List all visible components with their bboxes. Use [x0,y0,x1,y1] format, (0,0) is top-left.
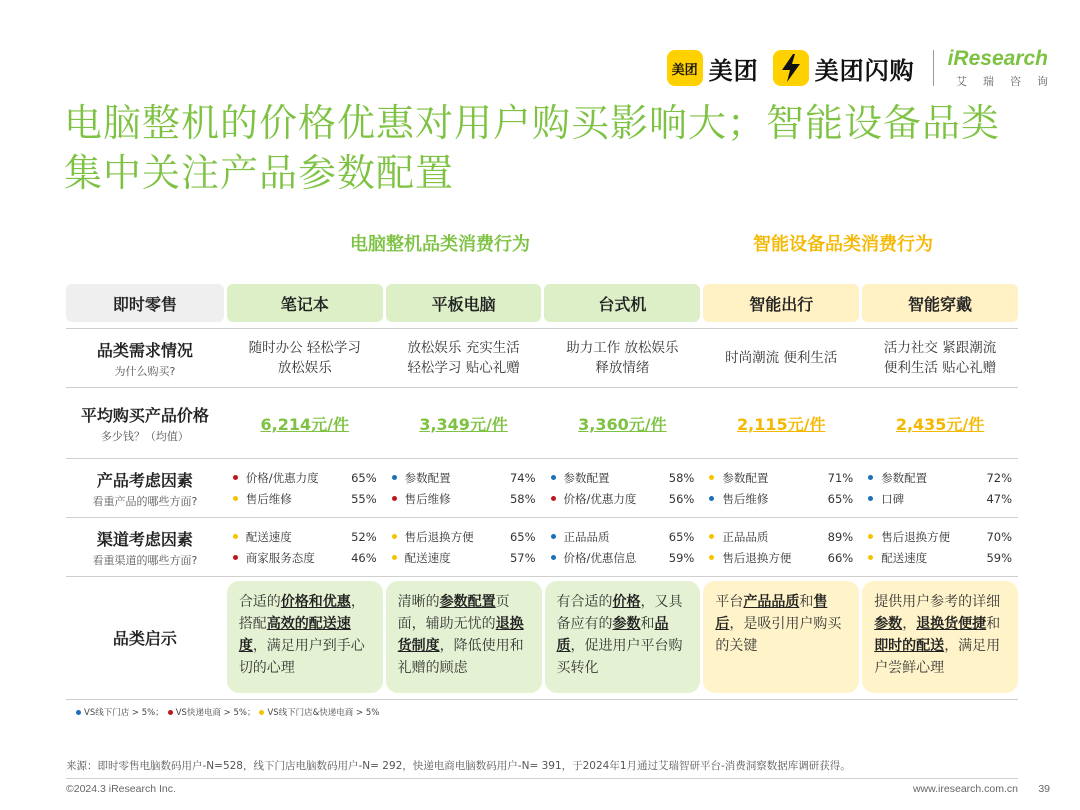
insight-segment: 平台 [715,594,744,610]
factor-percent: 56% [668,491,695,506]
iresearch-logo-subtitle: 艾瑞咨询 [956,75,1064,88]
factor-name: 配送速度 [404,550,451,565]
row-label-channel-factors [66,518,224,576]
yellow-dot-icon [709,555,714,560]
meituan-logo-text: 美团 [708,56,759,85]
factor-item [709,526,853,547]
row-label-need [66,329,224,387]
insight-segment: 和 [986,616,1001,632]
blue-dot-icon [551,475,556,480]
insight-highlight: 产品品质 [743,594,800,610]
legend-text: VS线下门店&快递电商 > 5% [267,708,380,718]
factor-name: 参数配置 [881,470,928,485]
factor-name: 配送速度 [245,529,292,544]
row-label-main: 产品考虑因素 [96,470,193,490]
need-text: 便利生活 贴心礼赠 [883,360,997,376]
group-header-pc: 电脑整机品类消费行为 [350,234,530,255]
table-row-price [66,387,1018,458]
iresearch-logo [947,47,1064,89]
row-label-price [66,388,224,458]
insight-highlight: 品质 [556,616,669,654]
yellow-dot-icon [709,534,714,539]
red-dot-icon [168,710,173,715]
factor-item [392,467,536,488]
row-label-sub: 看重产品的哪些方面? [92,494,198,508]
insight-highlight: 售后 [715,594,828,632]
footer-divider [66,778,1018,779]
header-desktop: 台式机 [544,284,700,322]
insight-segment: ，满足用户到手心切的心理 [238,638,365,676]
table-row-insight [66,576,1018,700]
factor-name: 商家服务态度 [245,550,315,565]
need-cell [386,329,542,387]
yellow-dot-icon [709,475,714,480]
red-dot-icon [233,475,238,480]
table-row-product-factors [66,458,1018,517]
insight-highlight: 参数 [874,616,903,632]
factor-item [868,467,1012,488]
yellow-dot-icon [233,496,238,501]
factor-name: 售后退换方便 [881,529,951,544]
website: www.iresearch.com.cn [912,783,1018,795]
factor-item [233,488,377,509]
factor-item [551,547,695,568]
legend-text: VS线下门店 > 5%； [84,708,164,718]
header-smart-wearable: 智能穿戴 [862,284,1018,322]
insight-segment: 有合适的 [556,594,613,610]
header-tablet: 平板电脑 [386,284,542,322]
logo-divider [933,50,934,86]
yellow-dot-icon [868,555,873,560]
insight-segment: 提供用户参考的详细 [874,594,1001,610]
factor-item [551,488,695,509]
group-header-smart: 智能设备品类消费行为 [753,234,933,255]
factor-percent: 58% [509,491,536,506]
factor-cell [545,518,701,576]
insight-text [862,581,1018,693]
price-value: 6,214元/件 [260,414,349,434]
factor-item [868,526,1012,547]
insight-text [227,581,383,693]
factor-name: 参数配置 [404,470,451,485]
factor-percent: 66% [827,550,854,565]
lightning-icon [773,50,809,86]
blue-dot-icon [551,555,556,560]
factor-name: 价格/优惠力度 [563,491,637,506]
factor-cell [227,518,383,576]
factor-cell [545,459,701,517]
legend [76,706,383,718]
factor-percent: 59% [986,550,1013,565]
row-label-sub: 看重渠道的哪些方面? [92,553,198,567]
factor-item [709,547,853,568]
source-note: 来源：即时零售电脑数码用户-N=528，线下门店电脑数码用户-N= 292，快递电商电脑数码用户-N= 391，于2024年1月通过艾瑞智研平台-消费洞察数据库调研获得。 [66,760,851,772]
row-label-main: 品类需求情况 [96,340,193,360]
factor-item [868,547,1012,568]
header-corner: 即时零售 [66,284,224,322]
factor-percent: 65% [668,529,695,544]
factor-percent: 65% [509,529,536,544]
factor-item [551,526,695,547]
yellow-dot-icon [868,534,873,539]
factor-percent: 57% [509,550,536,565]
insight-highlight: 高效的配送速度 [238,616,351,654]
factor-item [551,467,695,488]
header-smart-mobility: 智能出行 [703,284,859,322]
need-text: 放松娱乐 充实生活 [407,340,520,356]
iresearch-logo-text: iResearch [947,47,1048,70]
header-logos [667,44,1064,92]
meituan-logo-badge: 美团 [667,50,703,86]
red-dot-icon [551,496,556,501]
yellow-dot-icon [392,555,397,560]
insight-segment: ，搭配 [238,594,365,632]
need-cell [703,329,859,387]
insight-segment: ， [902,616,917,632]
factor-name: 售后退换方便 [404,529,474,544]
factor-percent: 72% [986,470,1013,485]
factor-item [392,488,536,509]
factor-percent: 89% [827,529,854,544]
factor-item [392,547,536,568]
factor-percent: 59% [668,550,695,565]
factor-name: 正品品质 [722,529,769,544]
factor-percent: 47% [986,491,1013,506]
insight-segment: ，促进用户平台购买转化 [556,638,683,676]
insight-highlight: 价格和优惠 [280,594,351,610]
factor-percent: 65% [351,470,377,485]
factor-name: 价格/优惠力度 [245,470,319,485]
need-text: 放松娱乐 [277,360,332,376]
insight-segment: ，降低使用和礼赠的顾虑 [397,638,524,676]
factor-percent: 55% [351,491,377,506]
row-label-sub: 为什么购买? [114,364,176,378]
factor-cell [703,518,859,576]
row-label-sub: 多少钱？（均值） [100,429,189,443]
row-label-main: 品类启示 [112,628,177,648]
factor-name: 口碑 [881,491,905,506]
insight-segment: ，又具备应有的 [556,594,683,632]
insight-segment: 清晰的 [397,594,440,610]
need-cell [862,329,1018,387]
insight-highlight: 即时的配送 [874,638,945,654]
legend-text: VS快递电商 > 5%； [175,708,256,718]
need-text: 助力工作 放松娱乐 [566,340,679,356]
factor-name: 售后维修 [245,491,292,506]
insight-segment: 和 [640,616,655,632]
table-header-row [66,284,1018,328]
insight-text [386,581,542,693]
need-text: 活力社交 紧跟潮流 [883,340,997,356]
factor-percent: 70% [986,529,1013,544]
need-text: 随时办公 轻松学习 [248,340,361,356]
factor-item [233,467,377,488]
factor-name: 售后维修 [722,491,769,506]
insight-text [545,581,701,693]
factor-percent: 58% [668,470,695,485]
need-text: 释放情绪 [595,360,650,376]
factor-cell [703,459,859,517]
page-number: 39 [1038,783,1050,795]
meituan-flash-logo-text: 美团闪购 [814,56,915,85]
factor-cell [862,518,1018,576]
factor-item [709,488,853,509]
factor-percent: 74% [509,470,536,485]
factor-cell [386,459,542,517]
factor-name: 参数配置 [563,470,610,485]
factor-item [233,526,377,547]
row-label-main: 平均购买产品价格 [80,405,209,425]
factor-name: 售后退换方便 [722,550,792,565]
insight-highlight: 退换货制度 [397,616,524,654]
blue-dot-icon [76,710,81,715]
factor-percent: 65% [827,491,854,506]
header-laptop: 笔记本 [227,284,383,322]
blue-dot-icon [868,475,873,480]
row-label-product-factors [66,459,224,517]
insight-segment: 和 [799,594,814,610]
factor-name: 售后维修 [404,491,451,506]
red-dot-icon [233,555,238,560]
factor-name: 参数配置 [722,470,769,485]
yellow-dot-icon [392,534,397,539]
price-value: 3,360元/件 [578,414,667,434]
factor-percent: 52% [351,529,377,544]
factor-item [709,467,853,488]
factor-item [868,488,1012,509]
insight-text [703,581,859,693]
insight-segment: 页面，辅助无忧的 [397,594,510,632]
insight-highlight: 退换货便捷 [916,616,987,632]
factor-item [233,547,377,568]
row-label-insight [66,581,224,693]
factor-item [392,526,536,547]
insight-segment: ，是吸引用户购买的关键 [715,616,842,654]
page-title: 电脑整机的价格优惠对用户购买影响大；智能设备品类集中关注产品参数配置 [64,101,1001,195]
insight-highlight: 参数 [612,616,641,632]
price-value: 2,435元/件 [895,414,985,434]
factor-name: 正品品质 [563,529,610,544]
blue-dot-icon [868,496,873,501]
price-value: 3,349元/件 [419,414,508,434]
blue-dot-icon [709,496,714,501]
yellow-dot-icon [259,710,264,715]
factor-name: 配送速度 [881,550,928,565]
table-row-need [66,328,1018,387]
insight-highlight: 参数配置 [439,594,496,610]
blue-dot-icon [551,534,556,539]
factor-cell [227,459,383,517]
blue-dot-icon [392,475,397,480]
need-text: 时尚潮流 便利生活 [725,350,838,366]
factor-percent: 71% [827,470,854,485]
need-cell [544,329,700,387]
insight-segment: 合适的 [238,594,281,610]
factor-cell [386,518,542,576]
insight-highlight: 价格 [612,594,641,610]
factor-name: 价格/优惠信息 [563,550,637,565]
table-row-channel-factors [66,517,1018,576]
factor-cell [862,459,1018,517]
need-cell [227,329,383,387]
factor-percent: 46% [351,550,377,565]
red-dot-icon [392,496,397,501]
copyright: ©2024.3 iResearch Inc. [66,783,176,795]
yellow-dot-icon [233,534,238,539]
comparison-table [66,284,1018,700]
need-text: 轻松学习 贴心礼赠 [407,360,520,376]
row-label-main: 渠道考虑因素 [96,529,193,549]
price-value: 2,115元/件 [736,414,826,434]
insight-segment: ，满足用户尝鲜心理 [874,638,1001,676]
